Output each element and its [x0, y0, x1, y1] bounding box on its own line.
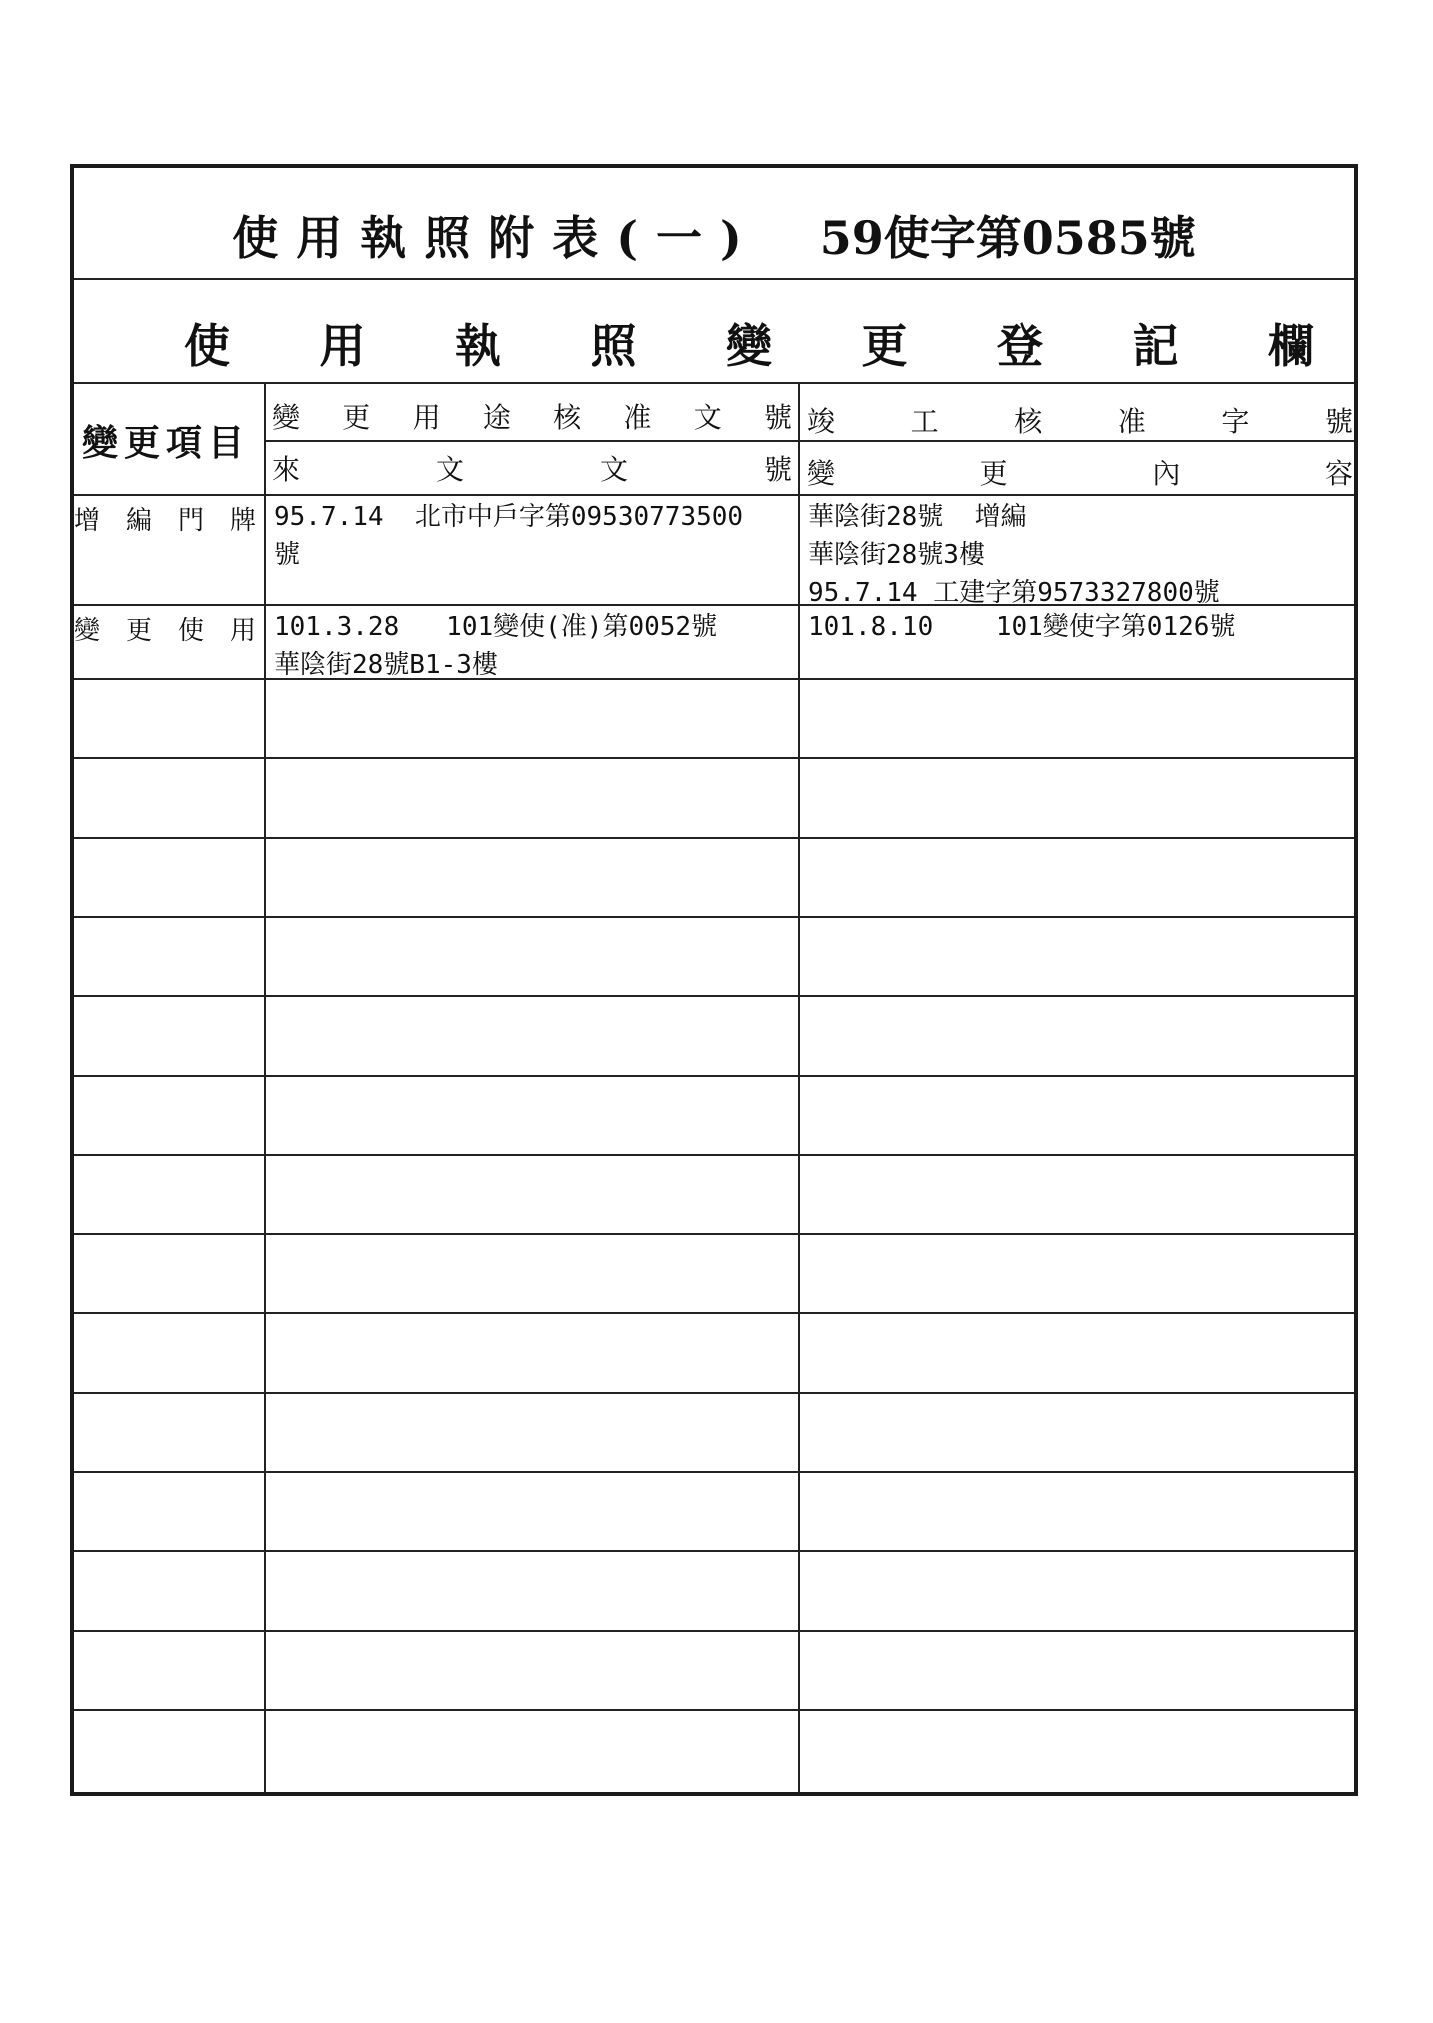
subtitle-char: 照 — [590, 319, 637, 373]
row-item-char: 編 — [125, 506, 152, 536]
row-doc-no: 101.3.28 101變使(准)第0052號 華陰街28號B1-3樓 — [274, 612, 718, 680]
row-rule — [74, 916, 1354, 918]
row-rule — [74, 1233, 1354, 1235]
row-item-char: 用 — [229, 616, 256, 646]
subtitle-char: 更 — [861, 319, 908, 373]
rule-header-bottom — [74, 494, 1354, 496]
row-item-char: 使 — [177, 616, 204, 646]
rule-title — [74, 278, 1354, 280]
header-approval-doc-no — [272, 396, 792, 436]
row-rule — [74, 1630, 1354, 1632]
header-char: 核 — [1014, 405, 1043, 438]
header-char: 號 — [1324, 405, 1353, 438]
header-char: 竣 — [807, 405, 836, 438]
row-item-char: 牌 — [229, 506, 256, 536]
header-char: 准 — [1117, 405, 1146, 438]
row-doc-no: 95.7.14 北市中戶字第09530773500 號 — [274, 502, 744, 570]
header-completion-approval-no — [807, 400, 1353, 440]
rule-header-mid — [264, 440, 1354, 442]
header-char: 文 — [693, 401, 722, 434]
row-rule — [74, 995, 1354, 997]
header-char: 更 — [979, 457, 1008, 490]
row-rule — [74, 1550, 1354, 1552]
row-rule — [74, 1154, 1354, 1156]
form-subtitle — [184, 310, 1314, 376]
header-char: 容 — [1324, 457, 1353, 490]
row-rule — [74, 837, 1354, 839]
header-char: 工 — [910, 405, 939, 438]
header-char: 准 — [623, 401, 652, 434]
header-char: 途 — [482, 401, 511, 434]
row-item-char: 門 — [177, 506, 204, 536]
header-char: 用 — [412, 401, 441, 434]
header-char: 內 — [1152, 457, 1181, 490]
header-change-content — [807, 452, 1353, 492]
row-rule — [74, 678, 1354, 680]
header-char: 核 — [553, 401, 582, 434]
subtitle-char: 變 — [726, 319, 772, 373]
header-char: 變 — [807, 457, 836, 490]
row-approval-content: 華陰街28號 增編 華陰街28號3樓 95.7.14 工建字第9573327800號 — [808, 502, 1220, 608]
row-rule — [74, 1392, 1354, 1394]
row-rule — [74, 1709, 1354, 1711]
row-rule — [74, 1312, 1354, 1314]
row-approval-content: 101.8.10 101變使字第0126號 — [808, 612, 1236, 642]
usage-license-change-register-form — [70, 164, 1358, 1796]
row-rule — [74, 1471, 1354, 1473]
rule-col-1 — [264, 382, 266, 1792]
header-char: 變 — [272, 401, 301, 434]
header-char: 文 — [435, 453, 464, 486]
header-char: 號 — [763, 453, 792, 486]
row-item-char: 增 — [74, 506, 101, 536]
row-rule — [74, 757, 1354, 759]
header-char: 號 — [763, 401, 792, 434]
rule-col-2 — [798, 382, 800, 1792]
header-change-item: 變更項目 — [82, 422, 251, 464]
row-rule — [74, 1075, 1354, 1077]
header-incoming-doc-no — [272, 448, 792, 488]
subtitle-char: 執 — [455, 319, 501, 373]
row-change-item — [74, 610, 256, 647]
rule-subtitle — [74, 382, 1354, 384]
subtitle-char: 使 — [184, 319, 230, 373]
form-title: 使用執照附表(一) — [232, 211, 760, 265]
subtitle-char: 用 — [319, 319, 366, 373]
row-rule — [74, 604, 1354, 606]
row-item-char: 更 — [125, 616, 152, 646]
form-title-line — [74, 202, 1354, 268]
row-item-char: 變 — [74, 616, 101, 646]
subtitle-char: 登 — [997, 319, 1043, 373]
subtitle-char: 記 — [1132, 319, 1179, 373]
header-char: 字 — [1221, 405, 1250, 438]
subtitle-char: 欄 — [1268, 319, 1314, 373]
license-number: 59使字第0585號 — [819, 211, 1196, 265]
row-change-item — [74, 500, 256, 537]
header-char: 文 — [599, 453, 628, 486]
header-char: 更 — [342, 401, 371, 434]
header-char: 來 — [272, 453, 301, 486]
